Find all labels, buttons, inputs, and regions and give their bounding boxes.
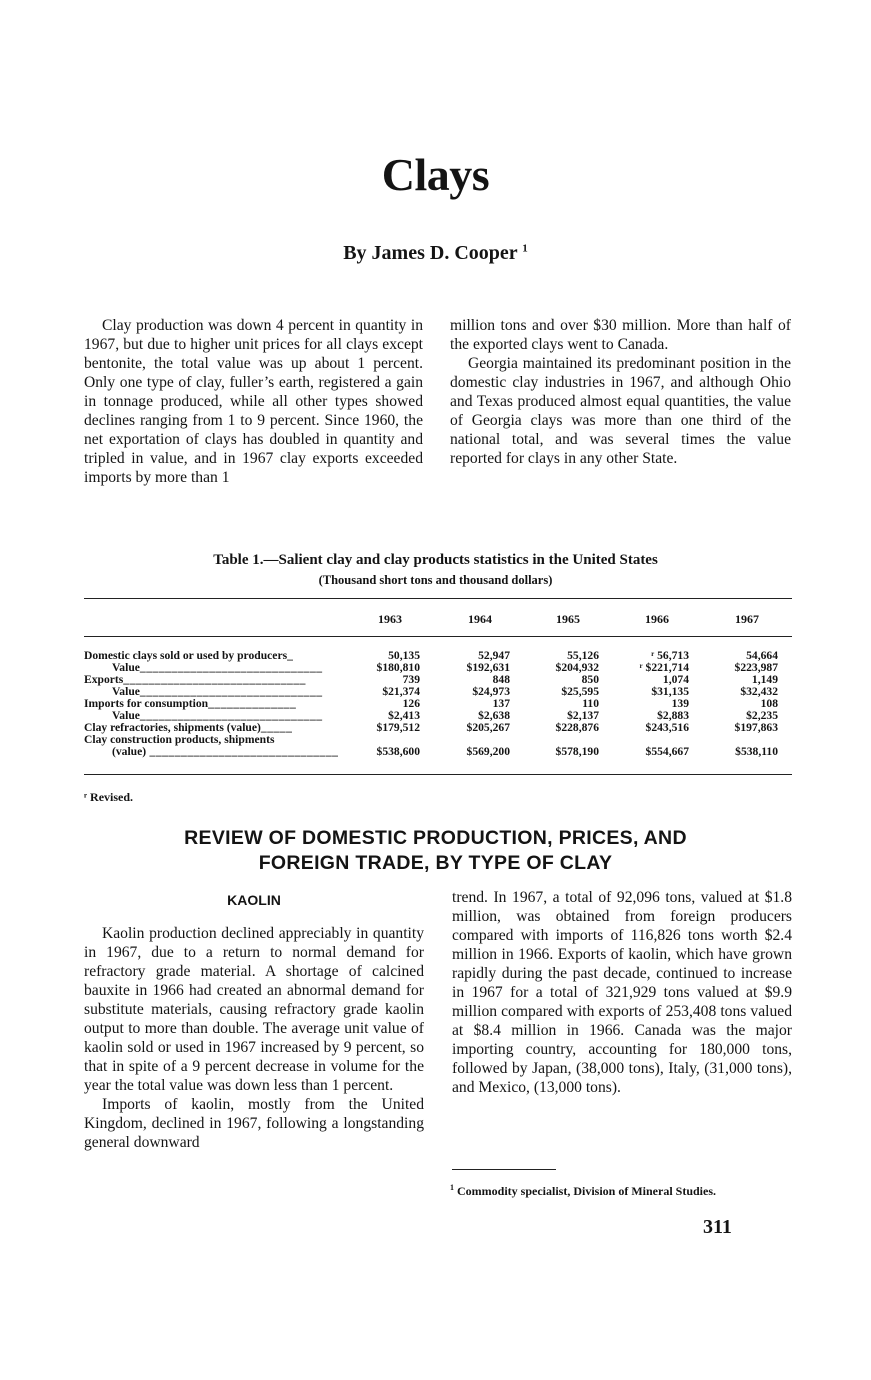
leader-dots: _____________________________ [123, 674, 306, 686]
table-header-year: 1967 [735, 612, 759, 626]
footnote-text: Commodity specialist, Division of Mineral Studies. [457, 1184, 717, 1198]
intro-paragraph-2: Georgia maintained its predominant position in the domestic clay industries in 1967, and although Ohio and Texas produced almost equal quantities, the value of Georgia clays was more than one third of the national total, and was several times the value reported for clays in any other State. [450, 355, 791, 467]
table-header-year: 1965 [556, 612, 580, 626]
row-label-text: Imports for consumption [84, 698, 209, 710]
leader-dots: _____________________________ [139, 662, 323, 674]
page-number: 311 [703, 1216, 732, 1238]
table-cell: $192,631 [466, 661, 510, 674]
table-cell: 1,149 [751, 673, 778, 686]
table-header-rule [84, 636, 792, 637]
row-label-text: Domestic clays sold or used by producers [84, 650, 288, 662]
table-cell: 108 [760, 697, 778, 710]
leader-dots: _____________________________ [139, 710, 323, 722]
table-row-label [84, 734, 348, 746]
table-top-rule [84, 598, 792, 599]
table-cell: $2,638 [478, 709, 510, 722]
table-cell: 55,126 [567, 649, 599, 662]
leader-dots: _ [287, 650, 294, 662]
table-cell: $205,267 [466, 721, 510, 734]
kaolin-paragraph-2-continued: trend. In 1967, a total of 92,096 tons, valued at $1.8 million, was obtained from foreign producers compared with imports of 116,826 tons worth $2.4 million in 1966. Exports of kaolin, which have grown rapidly during the past decade, continued to increase in 1967 for a total of 321,929 tons valued at $9.9 million compared with exports of 253,408 tons valued at $8.4 million in 1966. Canada was the major importing country, accounting for 180,000 tons, followed by Japan, (38,000 tons), Italy, (31,000 tons), and Mexico, (13,000 tons). [452, 889, 792, 1096]
section-heading [0, 826, 871, 876]
table-cell: 50,135 [388, 649, 420, 662]
table-cell: 52,947 [478, 649, 510, 662]
table-cell: $31,135 [651, 685, 689, 698]
footnote-number: 1 [450, 1183, 454, 1192]
table-row-label [84, 710, 348, 722]
footnote-ref: 1 [522, 242, 528, 255]
table-cell: $25,595 [561, 685, 599, 698]
footnote [450, 1181, 793, 1198]
row-label-text: Value [112, 662, 140, 674]
table-cell: $180,810 [376, 661, 420, 674]
table-cell: 139 [671, 697, 689, 710]
subheading-kaolin: KAOLIN [227, 892, 281, 908]
table-row [84, 722, 792, 734]
kaolin-paragraph-1: Kaolin production declined appreciably in quantity in 1967, due to a return to normal demand for refractory grade material. A shortage of calcined bauxite in 1966 had created an abnormal demand for substitute materials, causing refractory grade kaolin output to more than double. The average unit value of kaolin sold or used in 1967 increased by 9 percent, so that in spite of a 9 percent decrease in volume for the year the total value was down less than 1 percent. [84, 925, 424, 1094]
table-row [84, 746, 792, 758]
table-cell: $204,932 [555, 661, 599, 674]
author-name: By James D. Cooper [343, 242, 518, 264]
table-row-label [84, 746, 348, 758]
table-cell: 850 [581, 673, 599, 686]
table-cell: 110 [582, 697, 599, 710]
table-cell: $223,987 [734, 661, 778, 674]
table-cell: $21,374 [382, 685, 420, 698]
row-label-text: Value [112, 686, 140, 698]
table-cell: $228,876 [555, 721, 599, 734]
table-cell: $2,137 [567, 709, 599, 722]
table-cell: 739 [402, 673, 420, 686]
table-row-label [84, 686, 348, 698]
table-cell: $197,863 [734, 721, 778, 734]
table-cell: $2,413 [388, 709, 420, 722]
intro-column-right [450, 316, 791, 468]
table-cell: 54,664 [746, 649, 778, 662]
table-row-label [84, 662, 348, 674]
intro-paragraph-1: Clay production was down 4 percent in quantity in 1967, but due to higher unit prices for all clays except bentonite, the total value was up about 1 percent. Only one type of clay, fuller’s earth, registered a gain in tonnage produced, while all other types showed declines ranging from 1 to 9 percent. Since 1960, the net exportation of clays has doubled in quantity and tripled in value, and in 1967 clay exports exceeded imports by more than 1 [84, 317, 423, 486]
leader-dots: ______________ [208, 698, 297, 710]
table-header-year: 1966 [645, 612, 669, 626]
kaolin-column-right [452, 888, 792, 1097]
table-note: ʳ Revised. [84, 790, 134, 804]
table-cell: $24,973 [472, 685, 510, 698]
row-label-text: (value) [112, 746, 147, 758]
kaolin-column-left [84, 924, 424, 1152]
intro-paragraph-1-continued: million tons and over $30 million. More than half of the exported clays went to Canada. [450, 317, 791, 353]
table-cell: $2,235 [746, 709, 778, 722]
leader-dots: ______________________________ [146, 746, 339, 758]
table-cell: 848 [492, 673, 510, 686]
kaolin-paragraph-2: Imports of kaolin, mostly from the United Kingdom, declined in 1967, following a longstanding general downward [84, 1096, 424, 1151]
table-cell: 126 [402, 697, 420, 710]
table-title: Table 1.—Salient clay and clay products statistics in the United States [213, 552, 658, 568]
byline [0, 242, 871, 265]
page-title: Clays [381, 149, 490, 200]
table-subtitle: (Thousand short tons and thousand dollars) [318, 573, 553, 587]
intro-column-left [84, 316, 423, 487]
table-cell: 137 [492, 697, 510, 710]
row-label-text: Exports [84, 674, 124, 686]
table-row-label [84, 674, 348, 686]
table-header-year: 1964 [468, 612, 492, 626]
row-label-text: Clay construction products, shipments [84, 734, 275, 746]
table-row-label [84, 698, 348, 710]
table-cell: $2,883 [657, 709, 689, 722]
table-cell: ʳ $221,714 [639, 661, 689, 674]
table-cell: $32,432 [740, 685, 778, 698]
section-heading-line: REVIEW OF DOMESTIC PRODUCTION, PRICES, AND [184, 827, 687, 849]
table-row-label [84, 650, 348, 662]
table-cell: $538,110 [735, 745, 778, 758]
table-cell: $578,190 [555, 745, 599, 758]
row-label-text: Value [112, 710, 140, 722]
table-cell: $179,512 [376, 721, 420, 734]
table-cell: $243,516 [645, 721, 689, 734]
table-cell: $569,200 [466, 745, 510, 758]
table-cell: 1,074 [662, 673, 689, 686]
table-cell: $538,600 [376, 745, 420, 758]
table-row-label [84, 722, 348, 734]
leader-dots: _____________________________ [139, 686, 323, 698]
table-header-year: 1963 [378, 612, 402, 626]
footnote-rule [452, 1169, 556, 1170]
table-bottom-rule [84, 774, 792, 775]
leader-dots: _____ [260, 722, 293, 734]
section-heading-line: FOREIGN TRADE, BY TYPE OF CLAY [258, 852, 613, 874]
statistics-table [84, 650, 792, 758]
table-cell: $554,667 [645, 745, 689, 758]
table-cell: ʳ 56,713 [651, 649, 689, 662]
row-label-text: Clay refractories, shipments (value) [84, 722, 261, 734]
